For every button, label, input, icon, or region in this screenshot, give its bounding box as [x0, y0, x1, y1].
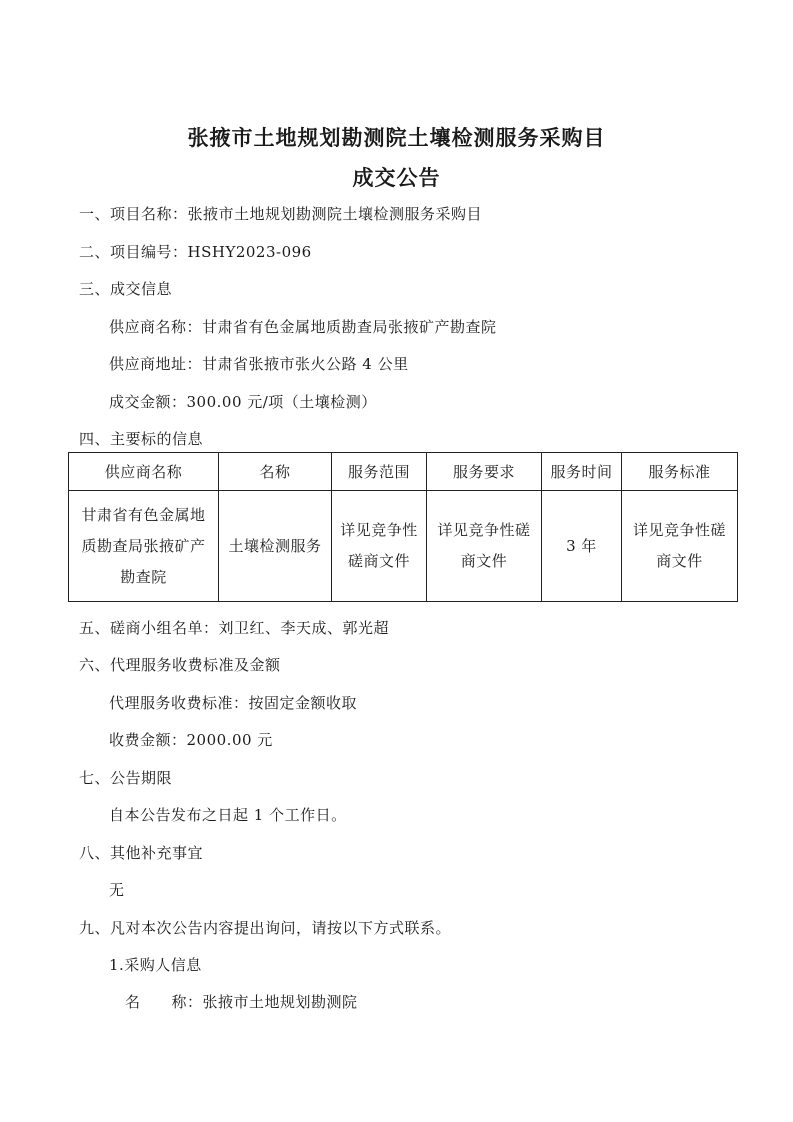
purchaser-name-label: 名 称： [125, 993, 203, 1011]
main-subject-table [68, 452, 738, 602]
table-header-cell: 服务范围 [332, 453, 427, 491]
purchaser-info-heading: 1.采购人信息 [109, 956, 202, 974]
section-9-heading: 九、凡对本次公告内容提出询问，请按以下方式联系。 [79, 919, 452, 937]
table-header-row [69, 453, 738, 491]
table-cell: 土壤检测服务 [219, 491, 332, 602]
announcement-title-line-2: 成交公告 [352, 166, 441, 190]
table-cell: 详见竞争性磋商文件 [427, 491, 542, 602]
table-header-cell: 服务标准 [622, 453, 738, 491]
table-cell: 详见竞争性磋商文件 [622, 491, 738, 602]
purchaser-name [125, 991, 358, 1012]
announcement-period-text: 自本公告发布之日起 1 个工作日。 [109, 806, 347, 824]
table-header-cell: 供应商名称 [69, 453, 219, 491]
agency-fee-standard: 代理服务收费标准：按固定金额收取 [109, 694, 358, 712]
table-header-cell: 名称 [219, 453, 332, 491]
supplier-name: 供应商名称：甘肃省有色金属地质勘查局张掖矿产勘查院 [109, 318, 497, 336]
section-7-heading: 七、公告期限 [79, 769, 173, 787]
section-8-heading: 八、其他补充事宜 [79, 844, 204, 862]
section-2-project-number: 二、项目编号：HSHY2023-096 [79, 243, 312, 261]
section-4-heading: 四、主要标的信息 [79, 430, 204, 448]
table-cell: 详见竞争性磋商文件 [332, 491, 427, 602]
section-1-project-name: 一、项目名称：张掖市土地规划勘测院土壤检测服务采购目 [79, 205, 483, 223]
supplier-address: 供应商地址：甘肃省张掖市张火公路 4 公里 [109, 355, 409, 373]
announcement-title-line-1: 张掖市土地规划勘测院土壤检测服务采购目 [187, 126, 606, 150]
supplementary-matters-text: 无 [109, 881, 125, 899]
purchaser-name-value: 张掖市土地规划勘测院 [202, 993, 358, 1011]
section-6-heading: 六、代理服务收费标准及金额 [79, 656, 281, 674]
table-row [69, 491, 738, 602]
section-3-heading: 三、成交信息 [79, 280, 173, 298]
table-cell: 甘肃省有色金属地质勘查局张掖矿产勘查院 [69, 491, 219, 602]
table-cell: 3 年 [542, 491, 622, 602]
table-header-cell: 服务时间 [542, 453, 622, 491]
transaction-amount: 成交金额：300.00 元/项（土壤检测） [109, 393, 377, 411]
table-header-cell: 服务要求 [427, 453, 542, 491]
section-5-panel-members: 五、磋商小组名单：刘卫红、李天成、郭光超 [79, 619, 390, 637]
agency-fee-amount: 收费金额：2000.00 元 [109, 731, 273, 749]
